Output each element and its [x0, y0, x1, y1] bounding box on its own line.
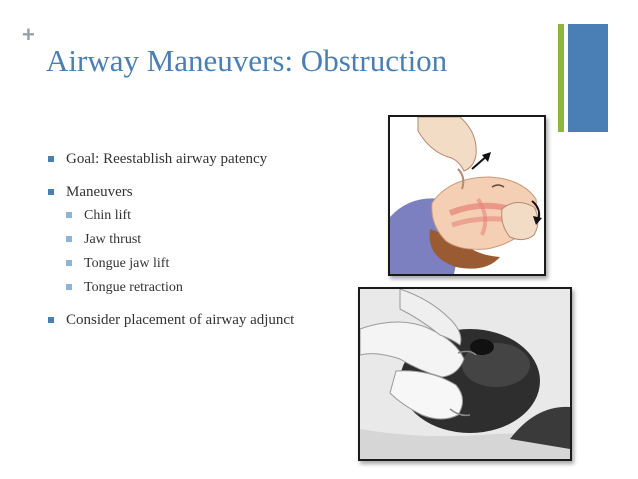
bullet-list [48, 150, 298, 344]
sub-bullet-item [66, 254, 298, 273]
slide-title: Airway Maneuvers: Obstruction [46, 43, 448, 78]
sub-bullet-text: Jaw thrust [84, 232, 142, 247]
sub-bullet-square-icon [66, 260, 72, 266]
sub-bullet-square-icon [66, 236, 72, 242]
sub-bullet-item [66, 206, 298, 225]
sub-bullet-text: Tongue retraction [84, 280, 183, 295]
sub-bullet-text: Tongue jaw lift [84, 256, 170, 271]
sub-bullet-square-icon [66, 212, 72, 218]
bullet-text: Goal: Reestablish airway patency [66, 151, 268, 167]
bullet-item [48, 311, 298, 330]
sub-bullet-item [66, 230, 298, 249]
bullet-item [48, 183, 298, 297]
sub-bullet-list [66, 206, 298, 297]
accent-bar-green [558, 24, 564, 132]
bullet-item [48, 150, 298, 169]
bullet-text: Maneuvers [66, 184, 133, 200]
sub-bullet-text: Chin lift [84, 208, 132, 223]
sub-bullet-square-icon [66, 284, 72, 290]
sub-bullet-item [66, 278, 298, 297]
bullet-square-icon [48, 317, 54, 323]
head-tilt-chin-lift-illustration [388, 115, 546, 276]
bullet-text: Consider placement of airway adjunct [66, 312, 295, 328]
plus-symbol: + [22, 22, 35, 47]
accent-bar-blue [568, 24, 608, 132]
jaw-thrust-photo [358, 287, 572, 461]
bullet-square-icon [48, 156, 54, 162]
bullet-square-icon [48, 189, 54, 195]
